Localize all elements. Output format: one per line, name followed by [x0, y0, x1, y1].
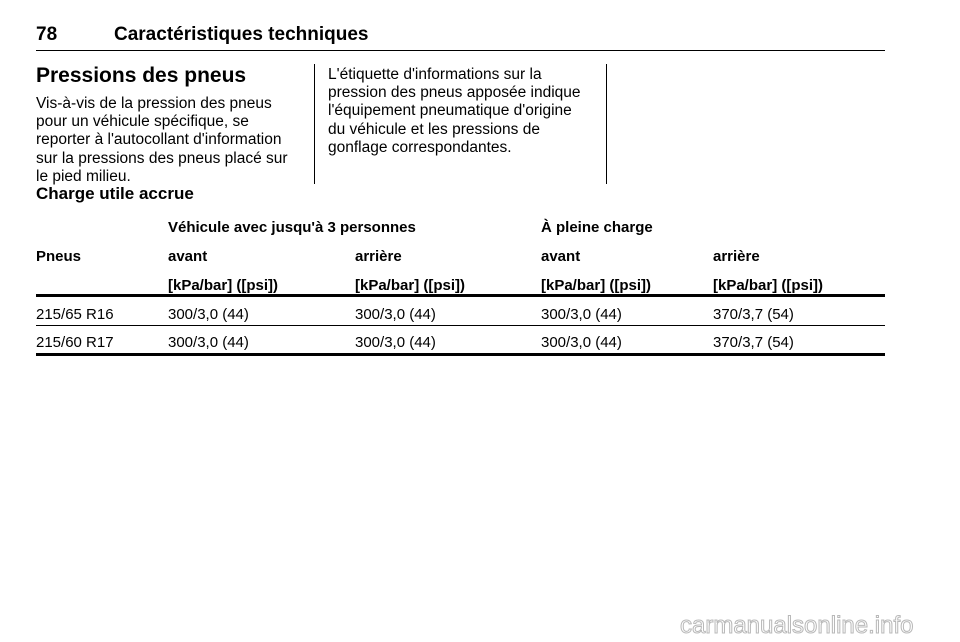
unit-header: [kPa/bar] ([psi])	[168, 277, 279, 294]
intro-paragraph	[36, 95, 306, 186]
column-divider	[314, 64, 315, 184]
intro-line: reporter à l'autocollant d'information	[36, 131, 282, 149]
column-divider	[606, 64, 607, 184]
table-cell: 300/3,0 (44)	[541, 306, 622, 323]
table-cell-tyre: 215/60 R17	[36, 334, 114, 351]
table-cell: 370/3,7 (54)	[713, 306, 794, 323]
intro-line: sur la pressions des pneus placé sur	[36, 149, 288, 167]
table-cell: 300/3,0 (44)	[355, 306, 436, 323]
intro-line: pour un véhicule spécifique, se	[36, 113, 249, 131]
column-header-rear: arrière	[355, 248, 402, 265]
table-cell: 370/3,7 (54)	[713, 334, 794, 351]
column-header-front: avant	[541, 248, 581, 265]
intro-line: Vis-à-vis de la pression des pneus	[36, 95, 272, 112]
label-line: gonflage correspondantes.	[328, 138, 512, 156]
group-header-full-load: À pleine charge	[541, 219, 653, 236]
watermark-logo	[680, 610, 955, 640]
label-line: L'étiquette d'informations sur la	[328, 66, 542, 83]
chapter-title: Caractéristiques techniques	[114, 24, 369, 45]
table-cell: 300/3,0 (44)	[541, 334, 622, 351]
page-number: 78	[36, 24, 58, 45]
section-title: Pressions des pneus	[36, 64, 247, 87]
table-cell-tyre: 215/65 R16	[36, 306, 114, 323]
label-line: du véhicule et les pressions de	[328, 120, 540, 138]
intro-line: le pied milieu.	[36, 167, 131, 185]
table-cell: 300/3,0 (44)	[168, 334, 249, 351]
column-header-rear: arrière	[713, 248, 760, 265]
table-title: Charge utile accrue	[36, 184, 194, 203]
page-header	[36, 22, 885, 51]
unit-header: [kPa/bar] ([psi])	[355, 277, 466, 294]
watermark-text: carmanualsonline.info	[680, 612, 914, 639]
label-line: l'équipement pneumatique d'origine	[328, 102, 572, 120]
label-paragraph	[328, 66, 598, 157]
unit-header: [kPa/bar] ([psi])	[541, 277, 652, 294]
table-header-rule	[36, 294, 885, 297]
column-header-front: avant	[168, 248, 208, 265]
column-header-tyres: Pneus	[36, 248, 82, 265]
group-header-3-persons: Véhicule avec jusqu'à 3 personnes	[168, 219, 416, 236]
table-bottom-rule	[36, 353, 885, 356]
table-cell: 300/3,0 (44)	[355, 334, 436, 351]
table-cell: 300/3,0 (44)	[168, 306, 249, 323]
unit-header: [kPa/bar] ([psi])	[713, 277, 824, 294]
table-row-rule	[36, 325, 885, 326]
label-line: pression des pneus apposée indique	[328, 84, 581, 102]
